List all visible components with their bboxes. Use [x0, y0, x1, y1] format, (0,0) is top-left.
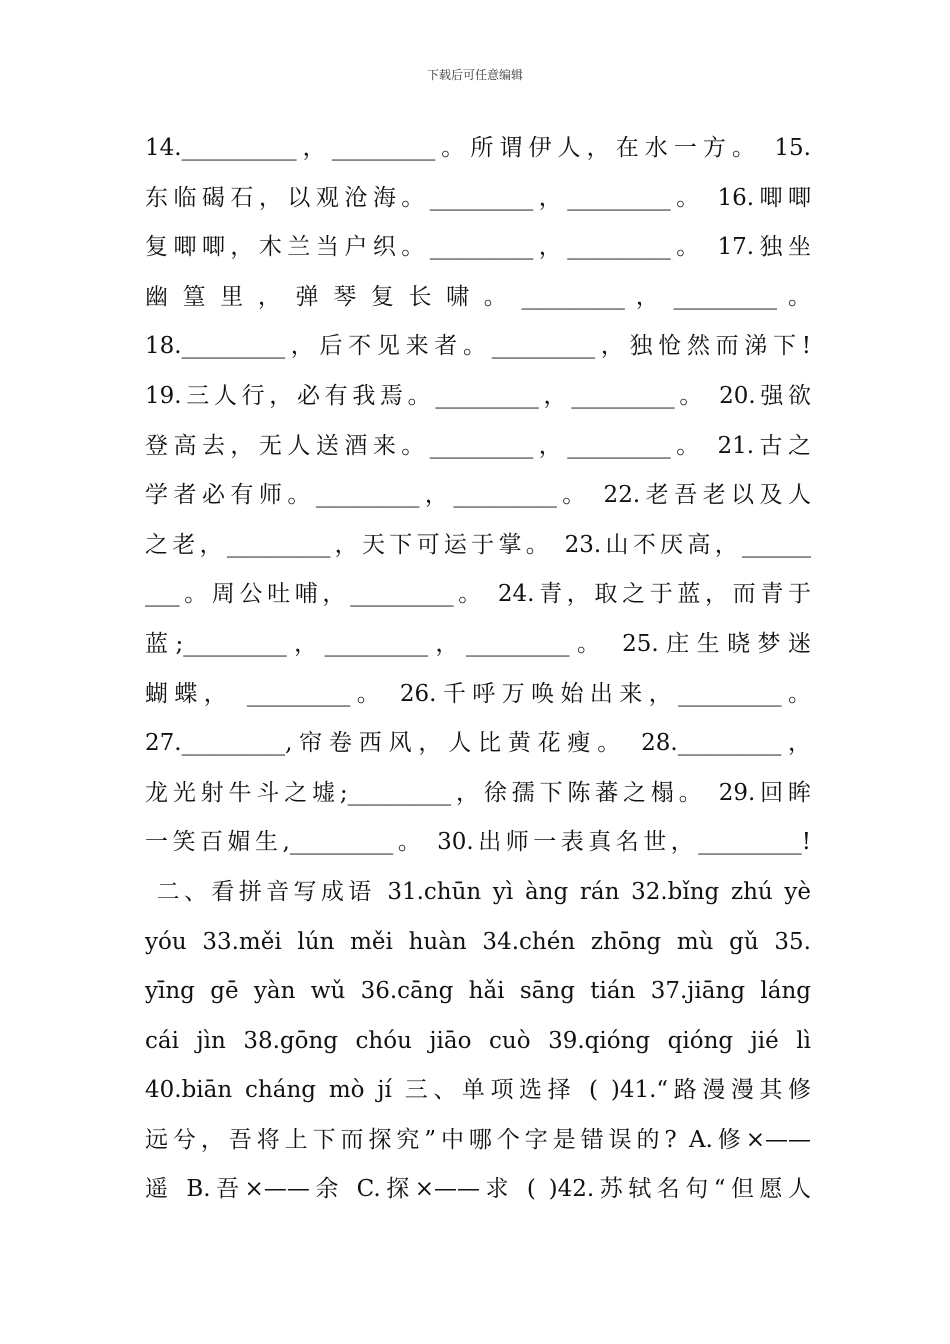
text-line: 18._________，后不见来者。_________，独怆然而涕下!: [145, 333, 811, 360]
section-heading-line: 40.biān cháng mò jí 三、单项选择 ( )41.“路漫漫其修: [145, 1077, 811, 1104]
text-line: 远兮，吾将上下而探究”中哪个字是错误的? A.修×——: [145, 1126, 811, 1153]
text-line: 龙光射牛斗之墟;_________，徐孺下陈蕃之榻。 29.回眸: [145, 779, 811, 806]
section-heading-line: 二、看拼音写成语 31.chūn yì àng rán 32.bǐng zhú yè: [145, 878, 811, 905]
body-text: [145, 124, 811, 1215]
text-line: 之老，_________，天下可运于掌。 23.山不厌高，______: [145, 531, 811, 558]
text-line: 幽 篁 里 ， 弹 琴 复 长 啸 。 _________ ， _________ 。: [145, 283, 811, 310]
text-line: 登高去，无人送酒来。_________，_________。 21.古之: [145, 432, 811, 459]
text-line: 学者必有师。_________，_________。 22.老吾老以及人: [145, 482, 811, 509]
text-line: yóu 33.měi lún měi huàn 34.chén zhōng mù gǔ 35.: [145, 928, 811, 955]
text-line: 蓝;_________，_________，_________。 25.庄生晓梦迷: [145, 630, 811, 657]
text-line: 复唧唧，木兰当户织。_________，_________。 17.独坐: [145, 234, 811, 261]
text-line: 19.三人行，必有我焉。_________，_________。 20.强欲: [145, 382, 811, 409]
text-line: 蝴蝶， _________。 26.千呼万唤始出来，_________。: [145, 680, 811, 707]
text-line: 东临碣石，以观沧海。_________，_________。 16.唧唧: [145, 184, 811, 211]
text-line: 遥 B.吾×——余 C.探×——求 ( )42.苏轼名句“但愿人: [145, 1176, 811, 1203]
text-line: 一笑百媚生,_________。 30.出师一表真名世，_________!: [145, 829, 811, 856]
text-line: cái jìn 38.gōng chóu jiāo cuò 39.qióng qióng jié lì: [145, 1027, 811, 1054]
text-line: 27._________,帘卷西风，人比黄花瘦。 28._________，: [145, 730, 811, 757]
text-line: ___。周公吐哺，_________。 24.青，取之于蓝，而青于: [145, 581, 811, 608]
page-header: 下载后可任意编辑: [426, 68, 523, 82]
text-line: 14.__________，_________。所谓伊人，在水一方。 15.: [145, 135, 811, 161]
text-line: yīng gē yàn wǔ 36.cāng hǎi sāng tián 37.jiāng láng: [145, 978, 811, 1005]
